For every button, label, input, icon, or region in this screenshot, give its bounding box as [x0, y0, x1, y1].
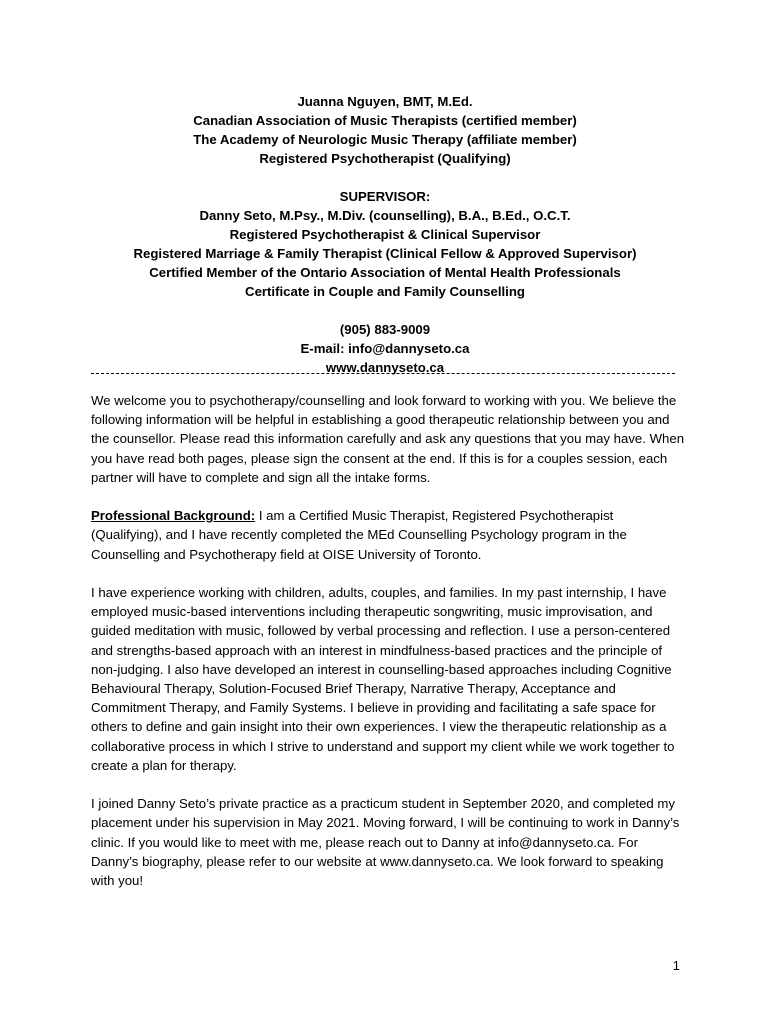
header-spacer [0, 301, 770, 320]
contact-phone: (905) 883-9009 [339, 322, 431, 337]
intro-paragraph: We welcome you to psychotherapy/counselling and look forward to working with you. We believe the following information will be helpful in establishing a good therapeutic relationship between you and the counsellor. Please read this information carefully and ask any questions that you may have. When you have read both pages, please sign the consent at the end. If this is for a couples session, each partner will have to complete and sign all the intake forms. [91, 393, 685, 485]
experience-paragraph: I have experience working with children, adults, couples, and families. In my past internship, I have employed music-based interventions including therapeutic songwriting, music improvisation, and guided meditation with music, followed by verbal processing and reflection. I use a person-centered and strengths-based approach with an interest in mindfulness-based practices and the principle of non-judging. I also have developed an interest in counselling-based approaches including Cognitive Behavioural Therapy, Solution-Focused Brief Therapy, Narrative Therapy, Acceptance and Commitment Therapy, and Family Systems. I believe in providing and facilitating a safe space for others to define and gain insight into their own experiences. I view the therapeutic relationship as a collaborative process in which I strive to understand and support my client while we work together to create a plan for therapy. [91, 585, 675, 773]
background-heading: Professional Background: [91, 508, 256, 524]
therapist-affiliation-anmt: The Academy of Neurologic Music Therapy (affiliate member) [193, 132, 577, 147]
header-spacer [0, 168, 770, 187]
supervisor-credential: Certified Member of the Ontario Association of Mental Health Professionals [149, 265, 621, 280]
therapist-registration: Registered Psychotherapist (Qualifying) [259, 151, 511, 166]
closing-paragraph: I joined Danny Seto’s private practice as a practicum student in September 2020, and completed my placement under his supervision in May 2021. Moving forward, I will be continuing to work in Danny’s clinic. If you would like to meet with me, please reach out to Danny at info@dannyseto.ca. For Danny’s biography, please refer to our website at www.dannyseto.ca. We look forward to speaking with you! [91, 796, 680, 889]
supervisor-label: SUPERVISOR: [339, 189, 431, 204]
supervisor-name: Danny Seto, M.Psy., M.Div. (counselling), B.A., B.Ed., O.C.T. [199, 208, 571, 223]
supervisor-credential: Registered Psychotherapist & Clinical Supervisor [229, 227, 541, 242]
supervisor-credential: Certificate in Couple and Family Counselling [245, 284, 525, 299]
supervisor-credential: Registered Marriage & Family Therapist (Clinical Fellow & Approved Supervisor) [133, 246, 637, 261]
contact-website: www.dannyseto.ca [325, 360, 445, 375]
dashed-divider [91, 373, 675, 374]
contact-email: E-mail: info@dannyseto.ca [300, 341, 470, 356]
background-text: I am a Certified Music Therapist, Registered Psychotherapist (Qualifying), and I have recently completed the MEd Counselling Psychology program in the Counselling and Psychotherapy field at OISE University of Toronto. [91, 508, 627, 562]
letterhead [0, 92, 770, 377]
therapist-name: Juanna Nguyen, BMT, M.Ed. [297, 94, 473, 109]
page-number: 1 [672, 958, 680, 973]
background-paragraph [91, 506, 687, 564]
document-body [91, 391, 687, 909]
therapist-affiliation-camt: Canadian Association of Music Therapists (certified member) [193, 113, 577, 128]
